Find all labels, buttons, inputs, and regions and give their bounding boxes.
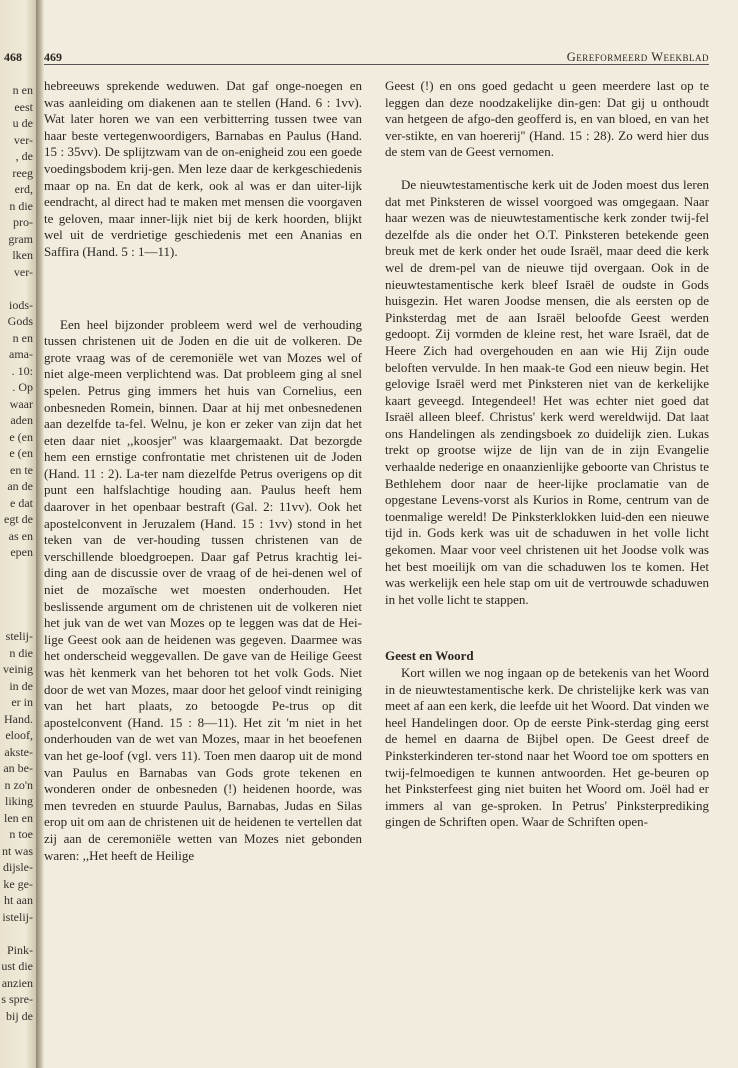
previous-page-edge <box>0 0 36 1068</box>
previous-page-text-fragments-top: n en eest u de ver- , de reeg erd, n die pro- gram lken ver- iods- Gods n en ama- . 10: . Op waar aden e (en e (en en te an de e dat egt de as en epen <box>4 83 33 559</box>
page-number: 469 <box>44 50 62 64</box>
left-paragraph-2: Een heel bijzonder probleem werd wel de verhouding tussen christenen uit de Joden en die uit de volkeren. De grote vraag was of de ceremoniële wet van Mozes wel of niet alge-meen verplichtend was. Dat probleem ging al snel spelen. Petrus ging immers het huis van Cornelius, een onbesneden Romein, binnen. Daar at hij met onbesnedenen aan dezelfde ta-fel. Welnu, je kon er zeker van zijn dat het eten daar niet ,,koosjer'' was klaargemaakt. Dat bezorgde hem een ernstige confrontatie met christenen uit de Joden (Hand. 11 : 2). La-ter nam diezelfde Petrus overigens op dit punt een halfslachtige houding aan. Paulus heeft hem daarover in het openbaar bestraft (Gal. 2: 11vv). Ook het apostelconvent in Jeruzalem (Hand. 15 : 1vv) stond in het teken van de ver-houding tussen christenen van de verschillende bloedgroepen. Daar gaf Petrus krachtig lei-ding aan de discussie over de vraag of de hei-denen wel of niet de mozaïsche wet moesten onderhouden. Het beslissende argument om de christenen uit de volkeren niet het juk van de wet van Mozes op te leggen was dat de Hei-lige Geest ook aan de heidenen was gegeven. Daarmee was het onderscheid weggevallen. De gave van de Heilige Geest was hèt kenmerk van het behoren tot het volk Gods. Niet door de wet van Mozes, maar door het geloof vindt reiniging van het hart plaats, zo betoogde Pe-trus op dit apostelconvent (Hand. 15 : 8—11). Het zit 'm niet in het onderhouden van de wet van Mozes, maar in het beoefenen van het ge-loof (vgl. vers 11). Toen men daarop uit de mond van Paulus en Barnabas van Gods grote tekenen en wonderen onder de onbesneden (!) heidenen hoorde, was men tevreden en stuurde Paulus, Barnabas, Judas en Silas erop uit om aan de christenen uit de heidenen te vertellen dat zij aan de ceremoniële wetten van Mozes niet gebonden waren: ,,Het heeft de Heilige <box>44 316 362 863</box>
page <box>44 0 738 1068</box>
section-heading: Geest en Woord <box>385 648 474 664</box>
right-paragraph-2: De nieuwtestamentische kerk uit de Joden moest dus leren dat met Pinksteren de wissel voorgoed was omgegaan. Naar haar wezen was de nieuwtestamentische kerk zonder twij-fel dezelfde als die onder het O.T. Pinksteren betekende geen breuk met de kerk onder het oude Israël, maar deed die kerk wel de drem-pel van de nieuwe tijd overgaan. Ook in de nieuwtestamentische kerk bleef Israël de oudste in Gods huisgezin. Het waren Joodse mensen, die als eersten op de Pinksterdag met de aan Israël beloofde Geest werden gedoopt. Zij vormden de kleine rest, het ware Israël, dat de Heere Zich had overgehouden en aan wie Hij Zijn oude beloften vervulde. In hen maak-te God een nieuw begin. Het gelovige Israël werd met Pinksteren niet van de kerkelijke kaart geveegd. Integendeel! Het was echter niet goed dat Israël alleen bleef. Christus' kerk werd wereldwijd. Dat laat ons Handelingen als zendingsboek zo duidelijk zien. Lukas trekt op grootse wijze de lijn van de in zijn Evangelie verhaalde nederige en onaanzienlijke geboorte van Christus te Bethlehem door naar de heer-lijke proclamatie van de opgestane Levens-vorst als Kurios in Rome, centrum van de toenmalige wereld! De Pinksterklokken luid-den een nieuwe tijd in. Gods kerk was uit de schaduwen in het volle licht gekomen. Maar voor veel christenen uit het Joodse volk was het best moeilijk om van die schaduwen los te komen. Het was werkelijk een hele stap om uit de vertrouwde schaduwen in het volle licht te stappen. <box>385 176 709 607</box>
previous-page-number: 468 <box>4 50 22 64</box>
previous-page-text-fragments-bottom: stelij- n die veinig in de er in Hand. eloof, akste- an be- n zo'n liking len en n toe nt was dijsle- ke ge- ht aan istelij- Pink- ust die anzien s spre- bij de <box>1 629 33 1023</box>
right-paragraph-3: Kort willen we nog ingaan op de betekenis van het Woord in de nieuwtestamentische kerk. De christelijke kerk was van meet af aan een kerk, die leefde uit het Woord. Dat vinden we heel Handelingen door. Op de eerste Pink-sterdag ging eerst de hemel en daarna de Bijbel open. De Geest dreef de Pinksterkinderen ter-stond naar het Woord toe om spotters en twij-felmoedigen te kunnen antwoorden. Het ge-beuren op het Pinksterfeest ging niet buiten het Woord om. Joël had er immers al van ge-sproken. In Petrus' Pinksterprediking gingen de Schriften open. Waar de Schriften open- <box>385 665 709 830</box>
left-column <box>44 78 362 864</box>
publication-title: Gereformeerd Weekblad <box>566 50 709 64</box>
left-paragraph-1: hebreeuws sprekende weduwen. Dat gaf onge-noegen en was aanleiding om diakenen aan te stellen (Hand. 6 : 1vv). Wat later horen we van een verbitterring tussen twee van haar beste vertegenwoordigers, Barnabas en Paulus (Hand. 15 : 35vv). De splijtzwam van de on-enigheid zou een goede voedingsbodem krij-gen. Men leze daar de kerkgeschiedenis maar op na. En dat de kerk, ook al was er dan uiter-lijk eendracht, al direct had te maken met mensen die voorgaven te geloven, maar inner-lijk niet bij de kerk hoorden, blijkt wel uit de verdrietige geschiedenis met een Ananias en Saffira (Hand. 5 : 1—11). <box>44 78 362 259</box>
right-column <box>385 78 709 831</box>
book-gutter <box>36 0 44 1068</box>
running-header <box>44 46 709 65</box>
right-paragraph-1: Geest (!) en ons goed gedacht u geen meerdere last op te leggen dan deze noodzakelijke din-gen: Dat gij u onthoudt van hetgeen de afgo-den geofferd is, en van bloed, en van het ver-stikte, en van hoererij'' (Hand. 15 : 28). Zo werd hier dus de stem van de Geest vernomen. <box>385 78 709 160</box>
